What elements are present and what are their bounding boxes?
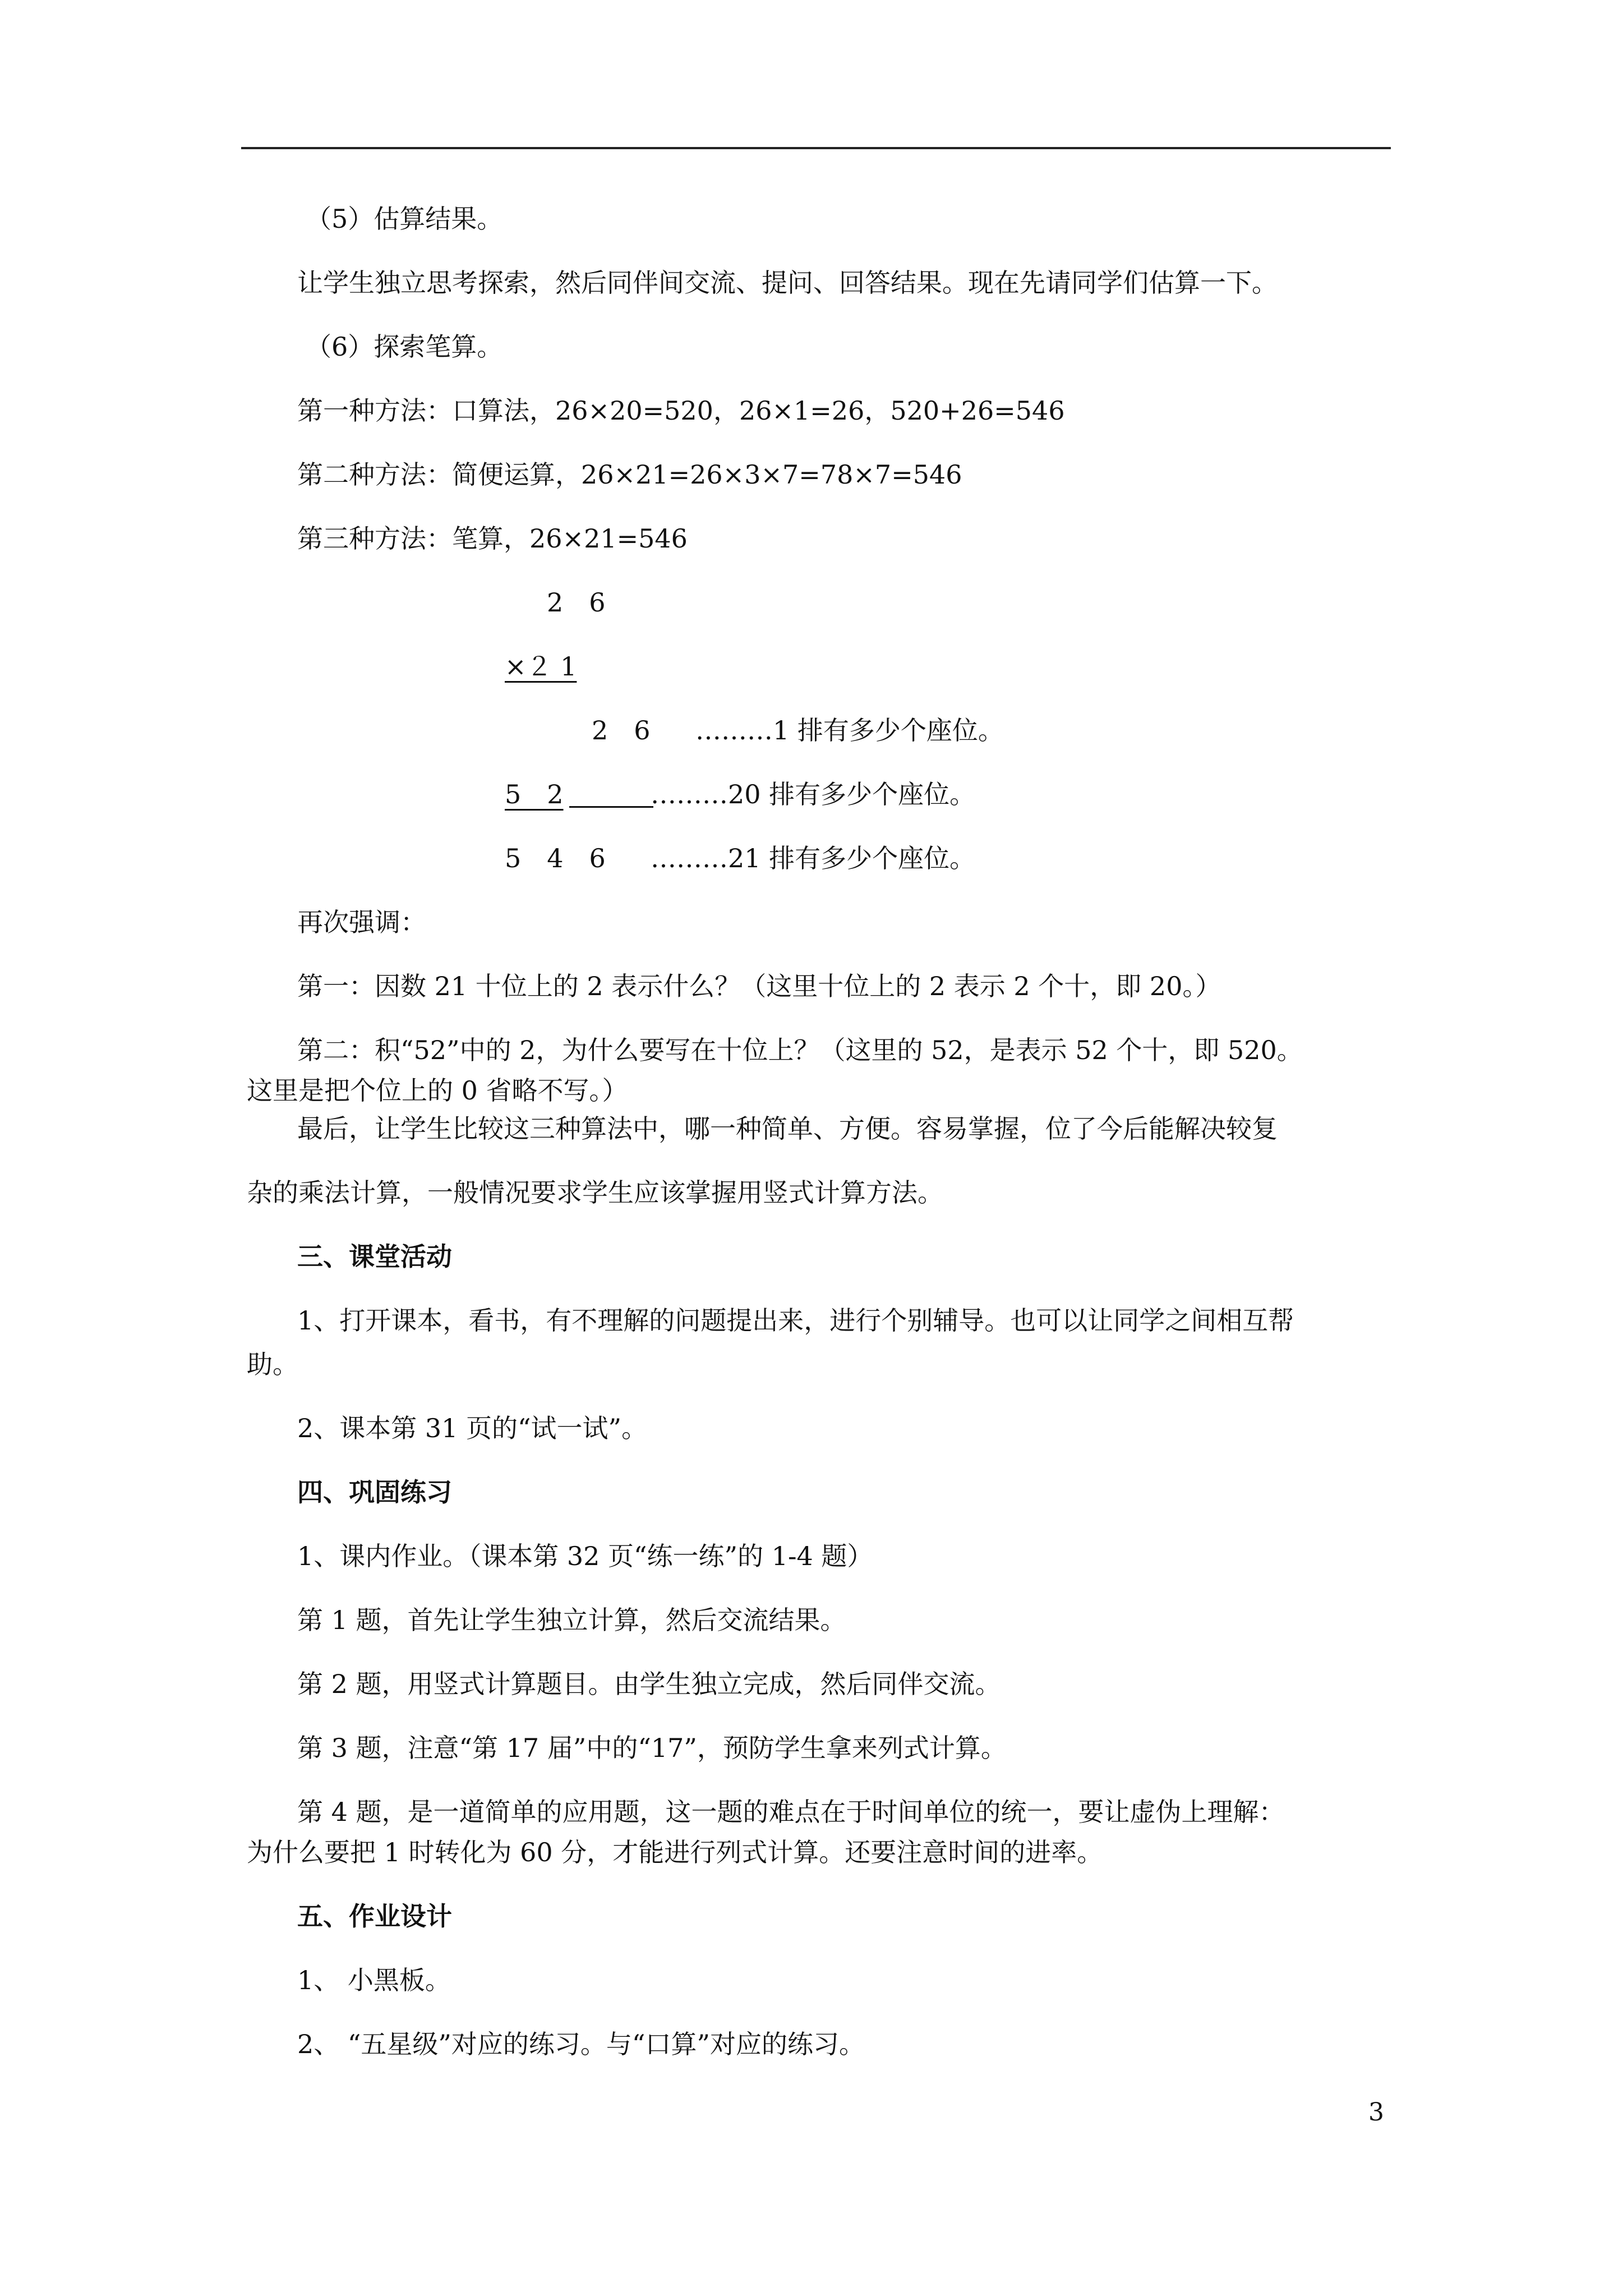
partial-2-digits: 5 2 (505, 779, 564, 809)
vertical-calc-note-3: ………21 排有多少个座位。 (651, 843, 976, 873)
text-line: 第 2 题，用竖式计算题目。由学生独立完成，然后同伴交流。 (297, 1669, 1001, 1699)
section-heading-4: 四、巩固练习 (297, 1477, 452, 1507)
text-line: 最后，让学生比较这三种算法中，哪一种简单、方便。容易掌握，位了今后能解决较复 (297, 1114, 1278, 1144)
underline-blank (569, 806, 653, 808)
text-line: 1、课内作业。（课本第 32 页“练一练”的 1-4 题） (297, 1541, 873, 1571)
text-line: （5）估算结果。 (306, 204, 503, 234)
section-heading-3: 三、课堂活动 (297, 1241, 452, 1272)
text-line: 为什么要把 1 时转化为 60 分，才能进行列式计算。还要注意时间的进率。 (247, 1837, 1103, 1867)
text-line: 第二种方法：简便运算，26×21=26×3×7=78×7=546 (297, 459, 962, 490)
vertical-calc-partial-1: 2 6 (592, 715, 651, 746)
text-line: 这里是把个位上的 0 省略不写。） (247, 1075, 628, 1106)
vertical-calc-partial-2 (505, 779, 653, 810)
text-line: 2、课本第 31 页的“试一试”。 (297, 1413, 648, 1443)
text-line: 第 1 题，首先让学生独立计算，然后交流结果。 (297, 1605, 846, 1635)
text-line: （6）探索笔算。 (306, 332, 503, 362)
vertical-calc-multiplicand: 2 6 (547, 587, 606, 618)
vertical-calc-note-2: ………20 排有多少个座位。 (651, 779, 976, 809)
text-line: 助。 (247, 1349, 298, 1379)
section-heading-5: 五、作业设计 (297, 1901, 452, 1931)
text-line: 2、 “五星级”对应的练习。与“口算”对应的练习。 (297, 2029, 865, 2059)
text-line: 1、打开课本，看书，有不理解的问题提出来，进行个别辅导。也可以让同学之间相互帮 (297, 1305, 1294, 1336)
text-line: 第 3 题，注意“第 17 届”中的“17”，预防学生拿来列式计算。 (297, 1733, 1007, 1763)
header-rule (241, 147, 1391, 149)
text-line: 第三种方法：笔算，26×21=546 (297, 523, 688, 554)
text-line: 第一种方法：口算法，26×20=520，26×1=26，520+26=546 (297, 395, 1065, 426)
text-line: 再次强调： (297, 907, 426, 937)
text-line: 第一：因数 21 十位上的 2 表示什么？（这里十位上的 2 表示 2 个十，即 20。） (297, 971, 1221, 1001)
vertical-calc-product: 5 4 6 (505, 843, 606, 873)
vertical-calc-note-1: ………1 排有多少个座位。 (695, 715, 1004, 746)
text-line: 第 4 题，是一道简单的应用题，这一题的难点在于时间单位的统一，要让虚伪上理解： (297, 1797, 1285, 1827)
text-line: 让学生独立思考探索，然后同伴间交流、提问、回答结果。现在先请同学们估算一下。 (297, 268, 1278, 298)
vertical-calc-multiplier: ×２ 1 (505, 651, 577, 682)
text-line: 杂的乘法计算，一般情况要求学生应该掌握用竖式计算方法。 (247, 1177, 943, 1208)
text-line: 第二：积“52”中的 2，为什么要写在十位上？（这里的 52，是表示 52 个十，即 520。 (297, 1035, 1303, 1065)
page-number: 3 (1368, 2098, 1384, 2127)
text-line: 1、 小黑板。 (297, 1965, 451, 1995)
